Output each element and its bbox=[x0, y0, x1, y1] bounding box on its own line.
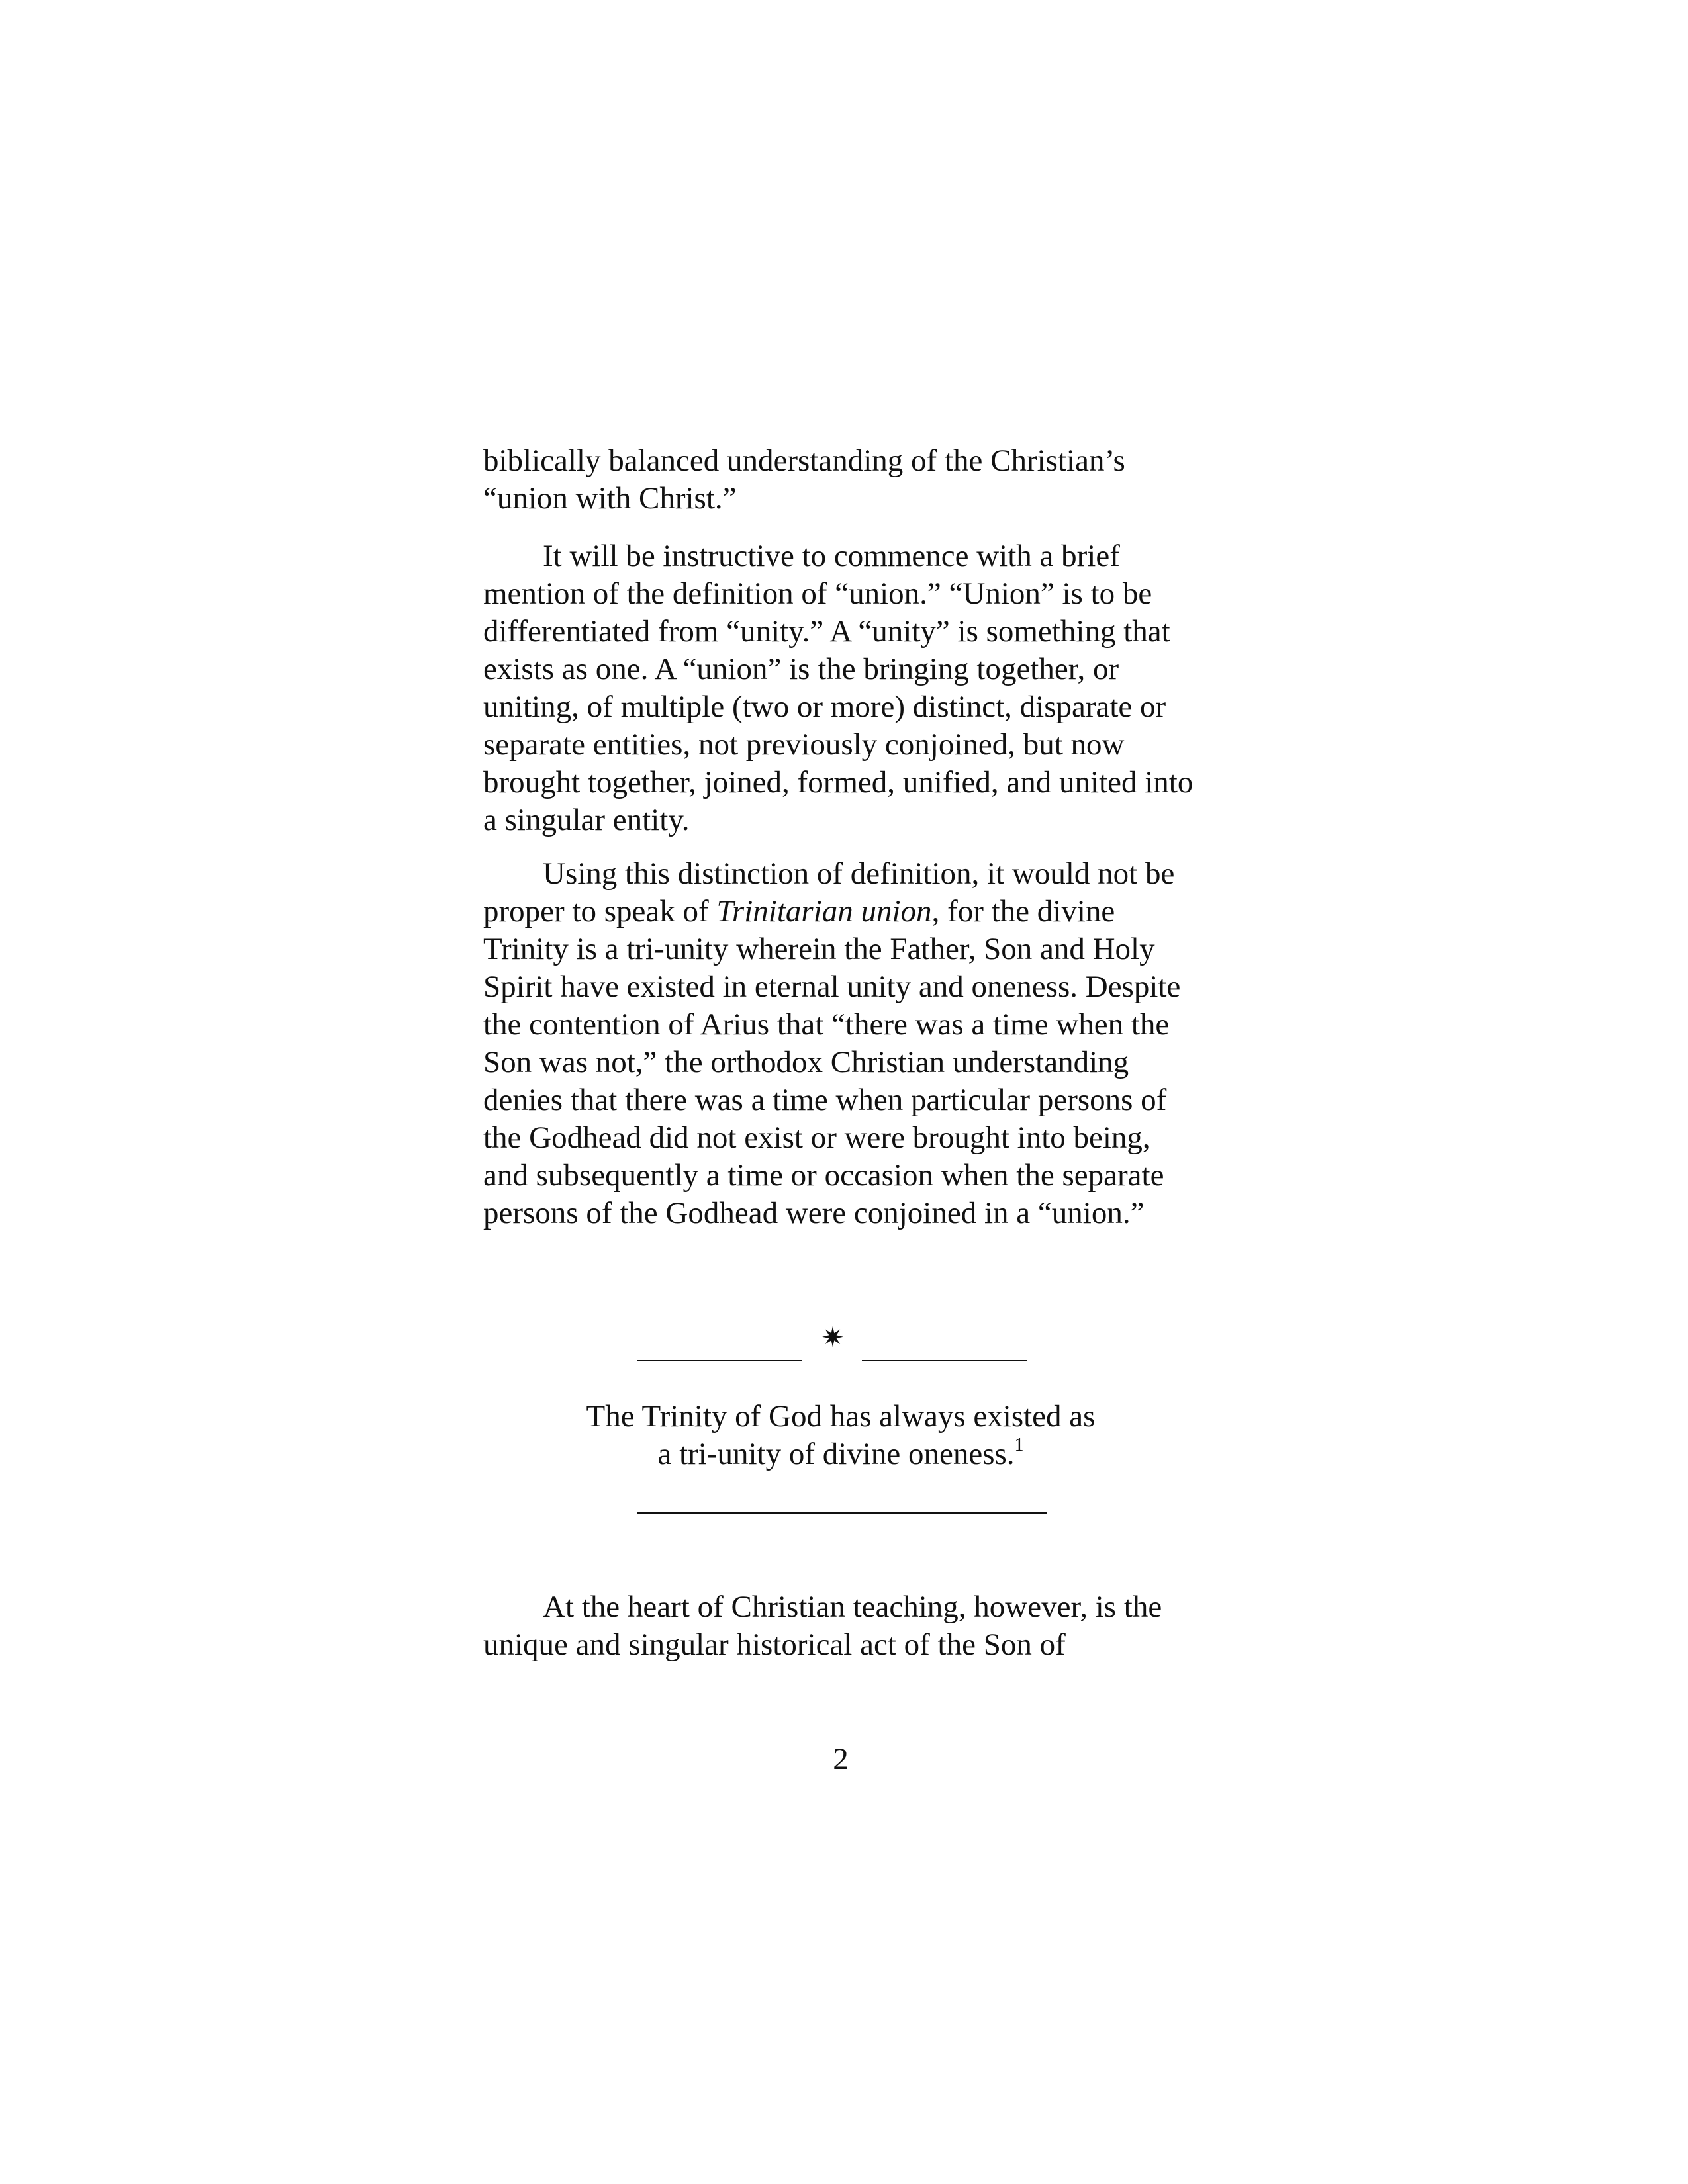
paragraph-3-italic-term: Trinitarian union bbox=[716, 894, 932, 929]
paragraph-3-text-after: , for the divine Trinity is a tri-unity wherein the Father, Son and Holy Spirit have existed in eternal unity and oneness. Despite the contention of Arius that “there was a time when the Son was not,” the orthodox Christian understanding denies that there was a time when particular persons of the Godhead did not exist or were brought into being, and subsequently a time or occasion when the separate persons of the Godhead were conjoined in a “union.” bbox=[483, 894, 1181, 1230]
star-ornament-icon: ✷ bbox=[821, 1321, 845, 1353]
pull-quote-divider bbox=[637, 1512, 1047, 1514]
paragraph-1: biblically balanced understanding of the Christian’s “union with Christ.” bbox=[483, 443, 1125, 516]
paragraph-3 bbox=[483, 855, 1198, 1232]
pull-quote-line-1: The Trinity of God has always existed as bbox=[586, 1399, 1096, 1433]
pull-quote bbox=[483, 1398, 1198, 1473]
ornament-divider-right bbox=[862, 1360, 1027, 1361]
paragraph-2: It will be instructive to commence with a brief mention of the definition of “union.” “Union” is to be differentiated from “unity.” A “unity” is something that exists as one. A “union” is the bringing together, or uniting, of multiple (two or more) distinct, disparate or separate entities, not previously conjoined, but now brought together, joined, formed, unified, and united into a singular entity. bbox=[483, 539, 1194, 837]
ornament-divider-left bbox=[637, 1360, 802, 1361]
paragraph-3-text-before: Using this distinction of definition, it would not be proper to speak of bbox=[483, 856, 1175, 929]
footnote-reference: 1 bbox=[1014, 1435, 1024, 1455]
page-number: 2 bbox=[833, 1742, 849, 1776]
paragraph-4: At the heart of Christian teaching, however, is the unique and singular historical act of the Son of bbox=[483, 1590, 1162, 1662]
pull-quote-line-2: a tri-unity of divine oneness. bbox=[657, 1437, 1015, 1471]
